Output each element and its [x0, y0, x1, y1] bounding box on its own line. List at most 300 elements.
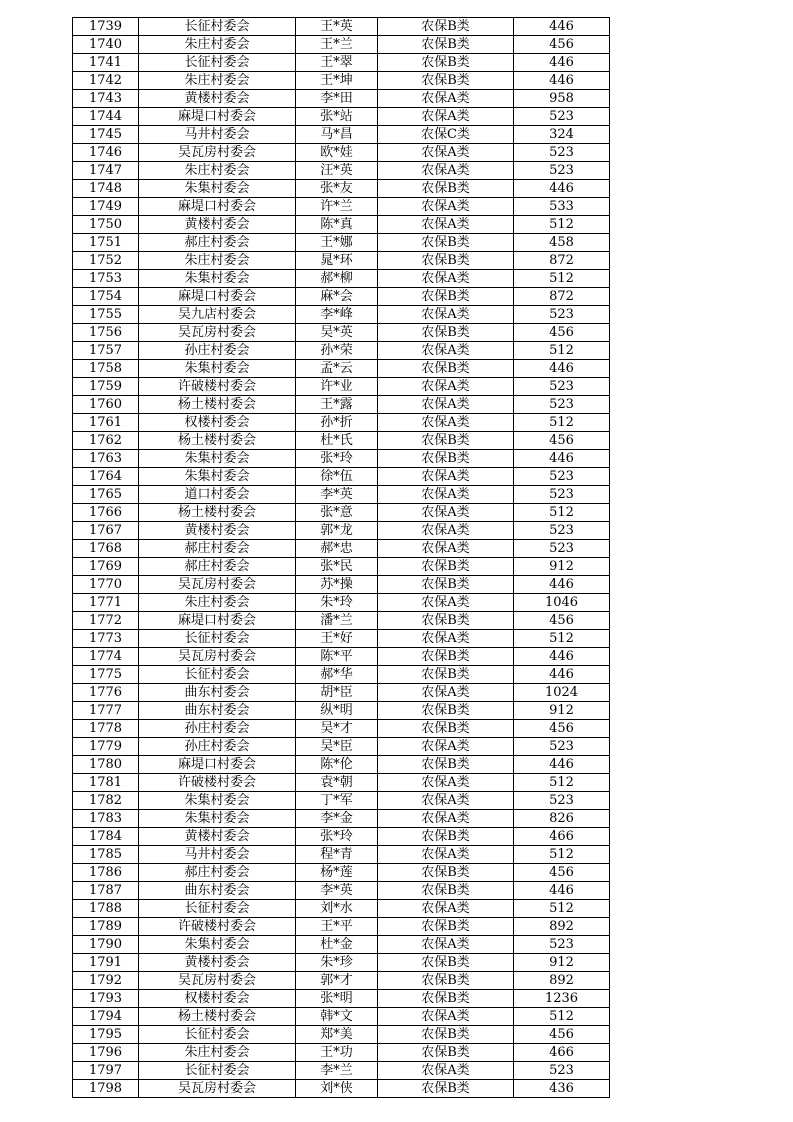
row-number-cell: 1757: [73, 342, 139, 360]
table-row: [73, 846, 610, 864]
table-row: [73, 738, 610, 756]
name-cell: 汪*英: [296, 162, 378, 180]
amount-cell: 456: [514, 36, 610, 54]
name-cell: 杜*金: [296, 936, 378, 954]
roster-table: [72, 17, 610, 1098]
row-number-cell: 1784: [73, 828, 139, 846]
village-committee-cell: 朱集村委会: [139, 360, 296, 378]
table-row: [73, 1062, 610, 1080]
village-committee-cell: 朱庄村委会: [139, 594, 296, 612]
name-cell: 王*坤: [296, 72, 378, 90]
insurance-type-cell: 农保B类: [378, 1080, 514, 1098]
name-cell: 朱*玲: [296, 594, 378, 612]
name-cell: 苏*操: [296, 576, 378, 594]
insurance-type-cell: 农保A类: [378, 108, 514, 126]
amount-cell: 523: [514, 540, 610, 558]
insurance-type-cell: 农保A类: [378, 198, 514, 216]
amount-cell: 458: [514, 234, 610, 252]
table-row: [73, 684, 610, 702]
insurance-type-cell: 农保B类: [378, 1026, 514, 1044]
insurance-type-cell: 农保B类: [378, 972, 514, 990]
table-row: [73, 558, 610, 576]
name-cell: 郝*华: [296, 666, 378, 684]
name-cell: 王*功: [296, 1044, 378, 1062]
amount-cell: 912: [514, 558, 610, 576]
village-committee-cell: 朱庄村委会: [139, 252, 296, 270]
name-cell: 袁*朝: [296, 774, 378, 792]
insurance-type-cell: 农保A类: [378, 144, 514, 162]
name-cell: 王*露: [296, 396, 378, 414]
name-cell: 吴*才: [296, 720, 378, 738]
table-row: [73, 234, 610, 252]
village-committee-cell: 长征村委会: [139, 18, 296, 36]
name-cell: 韩*文: [296, 1008, 378, 1026]
insurance-type-cell: 农保A类: [378, 486, 514, 504]
table-row: [73, 1044, 610, 1062]
table-row: [73, 648, 610, 666]
village-committee-cell: 许破楼村委会: [139, 378, 296, 396]
name-cell: 朱*珍: [296, 954, 378, 972]
village-committee-cell: 朱集村委会: [139, 180, 296, 198]
amount-cell: 958: [514, 90, 610, 108]
amount-cell: 446: [514, 756, 610, 774]
table-row: [73, 774, 610, 792]
name-cell: 李*英: [296, 486, 378, 504]
village-committee-cell: 黄楼村委会: [139, 828, 296, 846]
table-row: [73, 936, 610, 954]
name-cell: 杨*莲: [296, 864, 378, 882]
village-committee-cell: 麻堤口村委会: [139, 288, 296, 306]
village-committee-cell: 曲东村委会: [139, 684, 296, 702]
amount-cell: 523: [514, 396, 610, 414]
table-row: [73, 990, 610, 1008]
row-number-cell: 1792: [73, 972, 139, 990]
amount-cell: 512: [514, 774, 610, 792]
insurance-type-cell: 农保A类: [378, 1008, 514, 1026]
insurance-type-cell: 农保A类: [378, 378, 514, 396]
row-number-cell: 1769: [73, 558, 139, 576]
name-cell: 李*英: [296, 882, 378, 900]
row-number-cell: 1795: [73, 1026, 139, 1044]
table-row: [73, 108, 610, 126]
village-committee-cell: 马井村委会: [139, 126, 296, 144]
row-number-cell: 1746: [73, 144, 139, 162]
row-number-cell: 1740: [73, 36, 139, 54]
table-row: [73, 90, 610, 108]
table-row: [73, 18, 610, 36]
table-row: [73, 1026, 610, 1044]
amount-cell: 466: [514, 828, 610, 846]
row-number-cell: 1762: [73, 432, 139, 450]
village-committee-cell: 朱集村委会: [139, 450, 296, 468]
insurance-type-cell: 农保A类: [378, 504, 514, 522]
table-row: [73, 972, 610, 990]
table-body: [73, 18, 610, 1098]
village-committee-cell: 长征村委会: [139, 900, 296, 918]
insurance-type-cell: 农保B类: [378, 234, 514, 252]
amount-cell: 872: [514, 288, 610, 306]
row-number-cell: 1748: [73, 180, 139, 198]
amount-cell: 523: [514, 486, 610, 504]
name-cell: 陈*平: [296, 648, 378, 666]
name-cell: 郑*美: [296, 1026, 378, 1044]
insurance-type-cell: 农保A类: [378, 414, 514, 432]
amount-cell: 523: [514, 162, 610, 180]
name-cell: 许*兰: [296, 198, 378, 216]
village-committee-cell: 吴瓦房村委会: [139, 324, 296, 342]
insurance-type-cell: 农保B类: [378, 1044, 514, 1062]
name-cell: 潘*兰: [296, 612, 378, 630]
amount-cell: 466: [514, 1044, 610, 1062]
row-number-cell: 1768: [73, 540, 139, 558]
row-number-cell: 1743: [73, 90, 139, 108]
amount-cell: 912: [514, 702, 610, 720]
village-committee-cell: 黄楼村委会: [139, 90, 296, 108]
row-number-cell: 1765: [73, 486, 139, 504]
village-committee-cell: 麻堤口村委会: [139, 198, 296, 216]
amount-cell: 456: [514, 1026, 610, 1044]
row-number-cell: 1739: [73, 18, 139, 36]
insurance-type-cell: 农保B类: [378, 54, 514, 72]
table-row: [73, 342, 610, 360]
insurance-type-cell: 农保B类: [378, 576, 514, 594]
village-committee-cell: 权楼村委会: [139, 990, 296, 1008]
row-number-cell: 1774: [73, 648, 139, 666]
amount-cell: 872: [514, 252, 610, 270]
village-committee-cell: 吴瓦房村委会: [139, 1080, 296, 1098]
insurance-type-cell: 农保A类: [378, 468, 514, 486]
table-row: [73, 918, 610, 936]
amount-cell: 456: [514, 864, 610, 882]
amount-cell: 446: [514, 576, 610, 594]
insurance-type-cell: 农保A类: [378, 630, 514, 648]
village-committee-cell: 黄楼村委会: [139, 522, 296, 540]
village-committee-cell: 朱庄村委会: [139, 72, 296, 90]
table-row: [73, 216, 610, 234]
amount-cell: 446: [514, 360, 610, 378]
village-committee-cell: 朱集村委会: [139, 936, 296, 954]
name-cell: 张*明: [296, 990, 378, 1008]
amount-cell: 446: [514, 180, 610, 198]
table-row: [73, 270, 610, 288]
amount-cell: 512: [514, 504, 610, 522]
name-cell: 王*好: [296, 630, 378, 648]
amount-cell: 533: [514, 198, 610, 216]
amount-cell: 892: [514, 972, 610, 990]
amount-cell: 512: [514, 342, 610, 360]
insurance-type-cell: 农保A类: [378, 540, 514, 558]
table-row: [73, 36, 610, 54]
village-committee-cell: 麻堤口村委会: [139, 612, 296, 630]
insurance-type-cell: 农保A类: [378, 522, 514, 540]
amount-cell: 523: [514, 378, 610, 396]
row-number-cell: 1797: [73, 1062, 139, 1080]
row-number-cell: 1781: [73, 774, 139, 792]
amount-cell: 892: [514, 918, 610, 936]
table-row: [73, 486, 610, 504]
row-number-cell: 1787: [73, 882, 139, 900]
row-number-cell: 1796: [73, 1044, 139, 1062]
name-cell: 李*兰: [296, 1062, 378, 1080]
insurance-type-cell: 农保B类: [378, 756, 514, 774]
name-cell: 王*英: [296, 18, 378, 36]
table-row: [73, 594, 610, 612]
village-committee-cell: 麻堤口村委会: [139, 108, 296, 126]
amount-cell: 523: [514, 792, 610, 810]
amount-cell: 523: [514, 468, 610, 486]
amount-cell: 436: [514, 1080, 610, 1098]
name-cell: 欧*娃: [296, 144, 378, 162]
amount-cell: 512: [514, 414, 610, 432]
table-row: [73, 1008, 610, 1026]
village-committee-cell: 长征村委会: [139, 666, 296, 684]
name-cell: 晁*环: [296, 252, 378, 270]
row-number-cell: 1747: [73, 162, 139, 180]
row-number-cell: 1745: [73, 126, 139, 144]
village-committee-cell: 朱庄村委会: [139, 162, 296, 180]
insurance-type-cell: 农保B类: [378, 360, 514, 378]
name-cell: 王*兰: [296, 36, 378, 54]
village-committee-cell: 朱集村委会: [139, 468, 296, 486]
amount-cell: 456: [514, 612, 610, 630]
village-committee-cell: 曲东村委会: [139, 702, 296, 720]
insurance-type-cell: 农保A类: [378, 792, 514, 810]
village-committee-cell: 黄楼村委会: [139, 954, 296, 972]
name-cell: 许*业: [296, 378, 378, 396]
row-number-cell: 1790: [73, 936, 139, 954]
table-row: [73, 882, 610, 900]
row-number-cell: 1760: [73, 396, 139, 414]
table-row: [73, 792, 610, 810]
table-row: [73, 828, 610, 846]
insurance-type-cell: 农保B类: [378, 954, 514, 972]
row-number-cell: 1766: [73, 504, 139, 522]
row-number-cell: 1744: [73, 108, 139, 126]
row-number-cell: 1761: [73, 414, 139, 432]
name-cell: 张*站: [296, 108, 378, 126]
table-row: [73, 450, 610, 468]
amount-cell: 912: [514, 954, 610, 972]
row-number-cell: 1776: [73, 684, 139, 702]
village-committee-cell: 杨土楼村委会: [139, 504, 296, 522]
amount-cell: 456: [514, 720, 610, 738]
village-committee-cell: 黄楼村委会: [139, 216, 296, 234]
name-cell: 孙*荣: [296, 342, 378, 360]
village-committee-cell: 马井村委会: [139, 846, 296, 864]
name-cell: 郭*龙: [296, 522, 378, 540]
amount-cell: 446: [514, 450, 610, 468]
insurance-type-cell: 农保B类: [378, 180, 514, 198]
amount-cell: 446: [514, 54, 610, 72]
village-committee-cell: 长征村委会: [139, 630, 296, 648]
row-number-cell: 1786: [73, 864, 139, 882]
insurance-type-cell: 农保A类: [378, 594, 514, 612]
table-row: [73, 900, 610, 918]
village-committee-cell: 许破楼村委会: [139, 774, 296, 792]
table-row: [73, 144, 610, 162]
amount-cell: 446: [514, 882, 610, 900]
amount-cell: 1046: [514, 594, 610, 612]
amount-cell: 512: [514, 1008, 610, 1026]
insurance-type-cell: 农保B类: [378, 648, 514, 666]
insurance-type-cell: 农保A类: [378, 90, 514, 108]
village-committee-cell: 杨土楼村委会: [139, 396, 296, 414]
row-number-cell: 1779: [73, 738, 139, 756]
row-number-cell: 1753: [73, 270, 139, 288]
row-number-cell: 1775: [73, 666, 139, 684]
insurance-type-cell: 农保B类: [378, 864, 514, 882]
row-number-cell: 1793: [73, 990, 139, 1008]
table-row: [73, 396, 610, 414]
table-row: [73, 54, 610, 72]
table-row: [73, 720, 610, 738]
name-cell: 纵*明: [296, 702, 378, 720]
amount-cell: 456: [514, 432, 610, 450]
row-number-cell: 1791: [73, 954, 139, 972]
insurance-type-cell: 农保A类: [378, 900, 514, 918]
insurance-type-cell: 农保B类: [378, 324, 514, 342]
amount-cell: 324: [514, 126, 610, 144]
row-number-cell: 1749: [73, 198, 139, 216]
name-cell: 张*玲: [296, 828, 378, 846]
village-committee-cell: 杨土楼村委会: [139, 1008, 296, 1026]
insurance-type-cell: 农保B类: [378, 18, 514, 36]
name-cell: 吴*臣: [296, 738, 378, 756]
amount-cell: 512: [514, 846, 610, 864]
village-committee-cell: 孙庄村委会: [139, 738, 296, 756]
row-number-cell: 1789: [73, 918, 139, 936]
name-cell: 王*娜: [296, 234, 378, 252]
village-committee-cell: 麻堤口村委会: [139, 756, 296, 774]
amount-cell: 523: [514, 144, 610, 162]
amount-cell: 512: [514, 900, 610, 918]
table-row: [73, 180, 610, 198]
village-committee-cell: 朱集村委会: [139, 810, 296, 828]
table-row: [73, 198, 610, 216]
insurance-type-cell: 农保A类: [378, 216, 514, 234]
insurance-type-cell: 农保A类: [378, 810, 514, 828]
row-number-cell: 1773: [73, 630, 139, 648]
amount-cell: 446: [514, 648, 610, 666]
table-row: [73, 378, 610, 396]
village-committee-cell: 郝庄村委会: [139, 540, 296, 558]
insurance-type-cell: 农保A类: [378, 162, 514, 180]
table-row: [73, 954, 610, 972]
name-cell: 王*平: [296, 918, 378, 936]
amount-cell: 826: [514, 810, 610, 828]
row-number-cell: 1764: [73, 468, 139, 486]
amount-cell: 523: [514, 108, 610, 126]
row-number-cell: 1755: [73, 306, 139, 324]
amount-cell: 523: [514, 306, 610, 324]
row-number-cell: 1759: [73, 378, 139, 396]
insurance-type-cell: 农保B类: [378, 882, 514, 900]
table-row: [73, 522, 610, 540]
table-row: [73, 612, 610, 630]
insurance-type-cell: 农保B类: [378, 252, 514, 270]
table-row: [73, 306, 610, 324]
table-row: [73, 702, 610, 720]
name-cell: 孟*云: [296, 360, 378, 378]
insurance-type-cell: 农保A类: [378, 342, 514, 360]
village-committee-cell: 长征村委会: [139, 1062, 296, 1080]
table-row: [73, 630, 610, 648]
table-row: [73, 324, 610, 342]
table-row: [73, 360, 610, 378]
table-row: [73, 468, 610, 486]
table-row: [73, 162, 610, 180]
village-committee-cell: 道口村委会: [139, 486, 296, 504]
row-number-cell: 1798: [73, 1080, 139, 1098]
row-number-cell: 1758: [73, 360, 139, 378]
insurance-type-cell: 农保B类: [378, 36, 514, 54]
table-row: [73, 72, 610, 90]
name-cell: 孙*折: [296, 414, 378, 432]
amount-cell: 523: [514, 522, 610, 540]
amount-cell: 512: [514, 630, 610, 648]
row-number-cell: 1785: [73, 846, 139, 864]
village-committee-cell: 朱集村委会: [139, 792, 296, 810]
insurance-type-cell: 农保A类: [378, 846, 514, 864]
amount-cell: 512: [514, 270, 610, 288]
insurance-type-cell: 农保B类: [378, 558, 514, 576]
insurance-type-cell: 农保B类: [378, 990, 514, 1008]
name-cell: 张*意: [296, 504, 378, 522]
row-number-cell: 1741: [73, 54, 139, 72]
name-cell: 陈*真: [296, 216, 378, 234]
row-number-cell: 1751: [73, 234, 139, 252]
insurance-type-cell: 农保B类: [378, 918, 514, 936]
table-row: [73, 540, 610, 558]
row-number-cell: 1767: [73, 522, 139, 540]
name-cell: 张*民: [296, 558, 378, 576]
amount-cell: 446: [514, 18, 610, 36]
village-committee-cell: 郝庄村委会: [139, 864, 296, 882]
row-number-cell: 1750: [73, 216, 139, 234]
name-cell: 张*玲: [296, 450, 378, 468]
name-cell: 刘*侠: [296, 1080, 378, 1098]
name-cell: 杜*氏: [296, 432, 378, 450]
insurance-type-cell: 农保B类: [378, 432, 514, 450]
name-cell: 郭*才: [296, 972, 378, 990]
village-committee-cell: 曲东村委会: [139, 882, 296, 900]
village-committee-cell: 郝庄村委会: [139, 234, 296, 252]
insurance-type-cell: 农保B类: [378, 72, 514, 90]
insurance-type-cell: 农保A类: [378, 774, 514, 792]
name-cell: 李*田: [296, 90, 378, 108]
amount-cell: 446: [514, 666, 610, 684]
table-row: [73, 666, 610, 684]
village-committee-cell: 孙庄村委会: [139, 342, 296, 360]
amount-cell: 1236: [514, 990, 610, 1008]
insurance-type-cell: 农保A类: [378, 684, 514, 702]
name-cell: 李*峰: [296, 306, 378, 324]
name-cell: 程*青: [296, 846, 378, 864]
insurance-type-cell: 农保B类: [378, 288, 514, 306]
row-number-cell: 1754: [73, 288, 139, 306]
amount-cell: 512: [514, 216, 610, 234]
amount-cell: 523: [514, 1062, 610, 1080]
row-number-cell: 1770: [73, 576, 139, 594]
name-cell: 张*友: [296, 180, 378, 198]
name-cell: 胡*臣: [296, 684, 378, 702]
village-committee-cell: 许破楼村委会: [139, 918, 296, 936]
table-row: [73, 126, 610, 144]
village-committee-cell: 长征村委会: [139, 1026, 296, 1044]
name-cell: 吴*英: [296, 324, 378, 342]
row-number-cell: 1778: [73, 720, 139, 738]
village-committee-cell: 吴九店村委会: [139, 306, 296, 324]
